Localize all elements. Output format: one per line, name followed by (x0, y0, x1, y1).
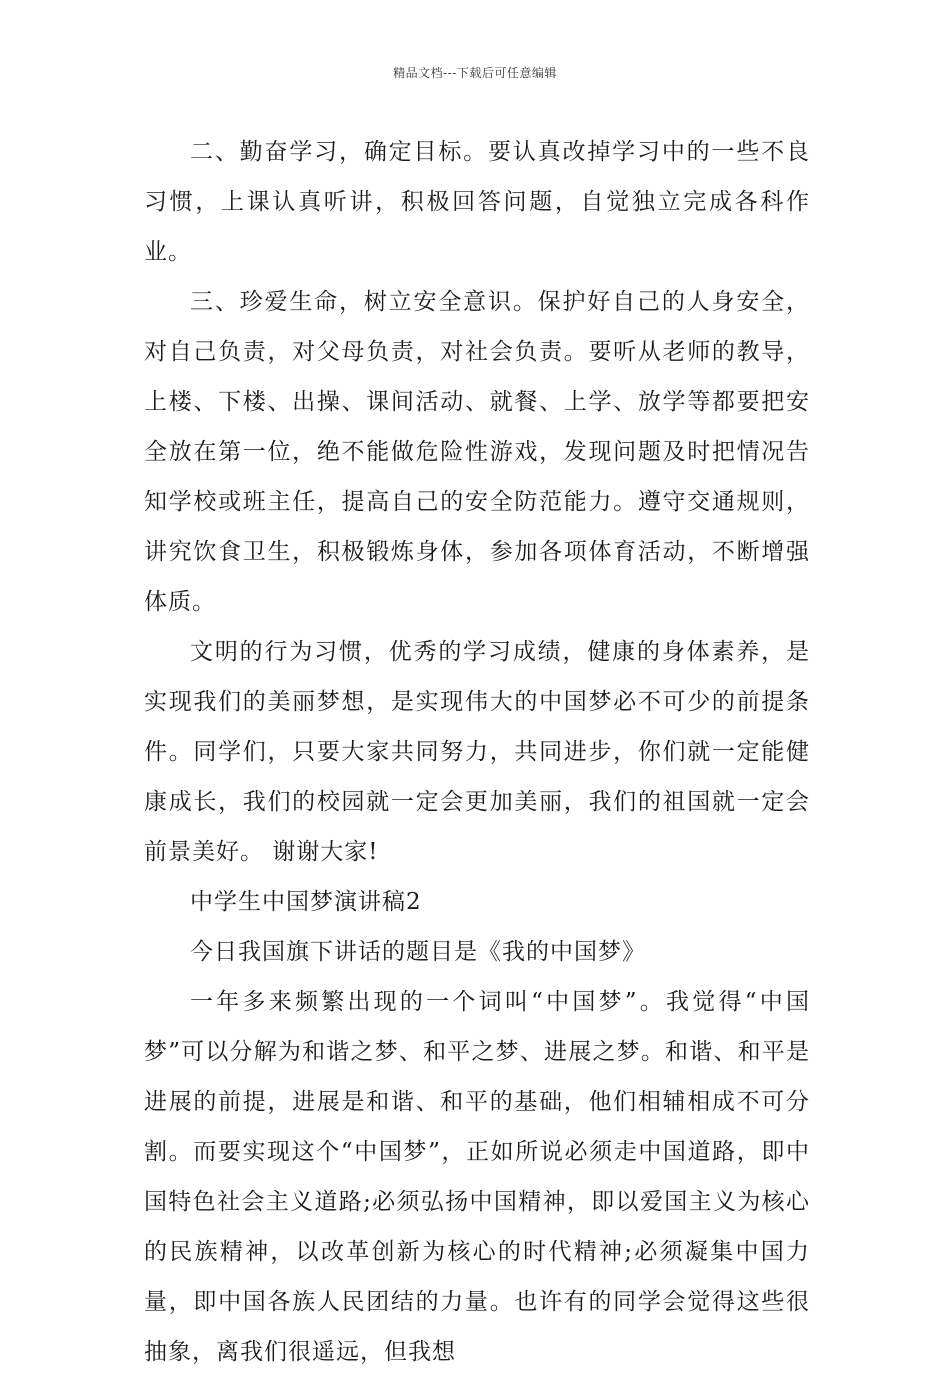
paragraph-civilized-habits: 文明的行为习惯，优秀的学习成绩，健康的身体素养，是实现我们的美丽梦想，是实现伟大的中国梦必不可少的前提条件。同学们，只要大家共同努力，共同进步，你们就一定能健康成长，我们的校园就一定会更加美丽，我们的祖国就一定会前景美好。 谢谢大家! (144, 639, 810, 865)
paragraph-safety: 三、珍爱生命，树立安全意识。保护好自己的人身安全，对自己负责，对父母负责，对社会负责。要听从老师的教导，上楼、下楼、出操、课间活动、就餐、上学、放学等都要把安全放在第一位，绝不能做危险性游戏，发现问题及时把情况告知学校或班主任，提高自己的安全防范能力。遵守交通规则，讲究饮食卫生，积极锻炼身体，参加各项体育活动，不断增强体质。 (144, 289, 810, 615)
paragraph-study-goals: 二、勤奋学习，确定目标。要认真改掉学习中的一些不良习惯，上课认真听讲，积极回答问题，自觉独立完成各科作业。 (144, 139, 810, 265)
page-header: 精品文档---下载后可任意编辑 (393, 66, 557, 80)
document-body (144, 127, 810, 1377)
paragraph-chinese-dream: 一年多来频繁出现的一个词叫“中国梦”。我觉得“中国梦”可以分解为和谐之梦、和平之梦、进展之梦。和谐、和平是进展的前提，进展是和谐、和平的基础，他们相辅相成不可分割。而要实现这个“中国梦”，正如所说必须走中国道路，即中国特色社会主义道路;必须弘扬中国精神，即以爱国主义为核心的民族精神，以改革创新为核心的时代精神;必须凝集中国力量，即中国各族人民团结的力量。也许有的同学会觉得这些很抽象，离我们很遥远，但我想 (144, 989, 810, 1365)
speech-topic: 今日我国旗下讲话的题目是《我的中国梦》 (190, 939, 646, 965)
section-title: 中学生中国梦演讲稿2 (190, 889, 422, 915)
